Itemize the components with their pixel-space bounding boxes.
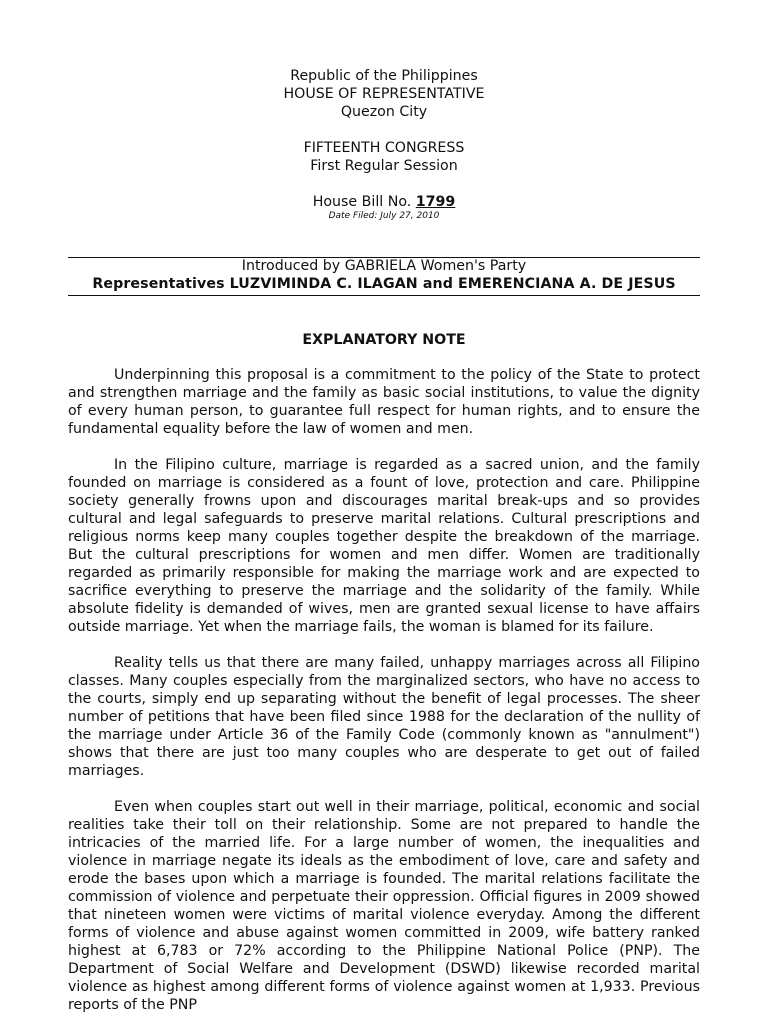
representatives-line: Representatives LUZVIMINDA C. ILAGAN and EMERENCIANA A. DE JESUS [92,276,676,292]
explanatory-note-heading: EXPLANATORY NOTE [302,332,466,348]
house-line: HOUSE OF REPRESENTATIVE [283,86,485,102]
paragraph: In the Filipino culture, marriage is regarded as a sacred union, and the family founded on marriage is considered as a fount of love, protection and care. Philippine society generally frowns upon and discourages marital break-ups and so provides cultural and legal safeguards to preserve marital relations. Cultural prescriptions and religious norms keep many couples together despite the breakdown of the marriage. But the cultural prescriptions for women and men differ. Women are traditionally regarded as primarily responsible for making the marriage work and are expected to sacrifice everything to preserve the marriage and the solidarity of the family. While absolute fidelity is demanded of wives, men are granted sexual license to have affairs outside marriage. Yet when the marriage fails, the woman is blamed for its failure. [68,457,700,635]
city-line: Quezon City [340,104,428,120]
republic-line: Republic of the Philippines [290,68,478,84]
paragraph: Reality tells us that there are many failed, unhappy marriages across all Filipino classes. Many couples especially from the marginalized sectors, who have no access to the courts, simply end up separating without the benefit of legal processes. The sheer number of petitions that have been filed since 1988 for the declaration of the nullity of the marriage under Article 36 of the Family Code (commonly known as "annulment") shows that there are just too many couples who are desperate to get out of failed marriages. [68,655,700,779]
paragraph: Underpinning this proposal is a commitment to the policy of the State to protect and strengthen marriage and the family as basic social institutions, to value the dignity of every human person, to guarantee full respect for human rights, and to ensure the fundamental equality before the law of women and men. [68,367,700,437]
introduced-by: Introduced by GABRIELA Women's Party [241,258,527,274]
explanatory-note-body [68,366,700,1032]
bill-prefix: House Bill No. [312,194,412,210]
bill-line [0,193,768,211]
document-header [0,67,768,222]
introduction-block [68,257,700,293]
session-line: First Regular Session [310,158,458,174]
paragraph: Even when couples start out well in their marriage, political, economic and social realities take their toll on their relationship. Some are not prepared to handle the intricacies of the married life. For a large number of women, the inequalities and violence in marriage negate its ideals as the embodiment of love, care and safety and erode the bases upon which a marriage is founded. The marital relations facilitate the commission of violence and perpetuate their oppression. Official figures in 2009 showed that nineteen women were victims of marital violence everyday. Among the different forms of violence and abuse against women committed in 2009, wife battery ranked highest at 6,783 or 72% according to the Philippine National Police (PNP). The Department of Social Welfare and Development (DSWD) likewise recorded marital violence as highest among different forms of violence against women at 1,933. Previous reports of the PNP [68,799,700,1013]
congress-line: FIFTEENTH CONGRESS [303,140,465,156]
bill-number: 1799 [415,194,456,210]
date-filed: Date Filed: July 27, 2010 [328,211,440,221]
bottom-rule [68,295,700,296]
